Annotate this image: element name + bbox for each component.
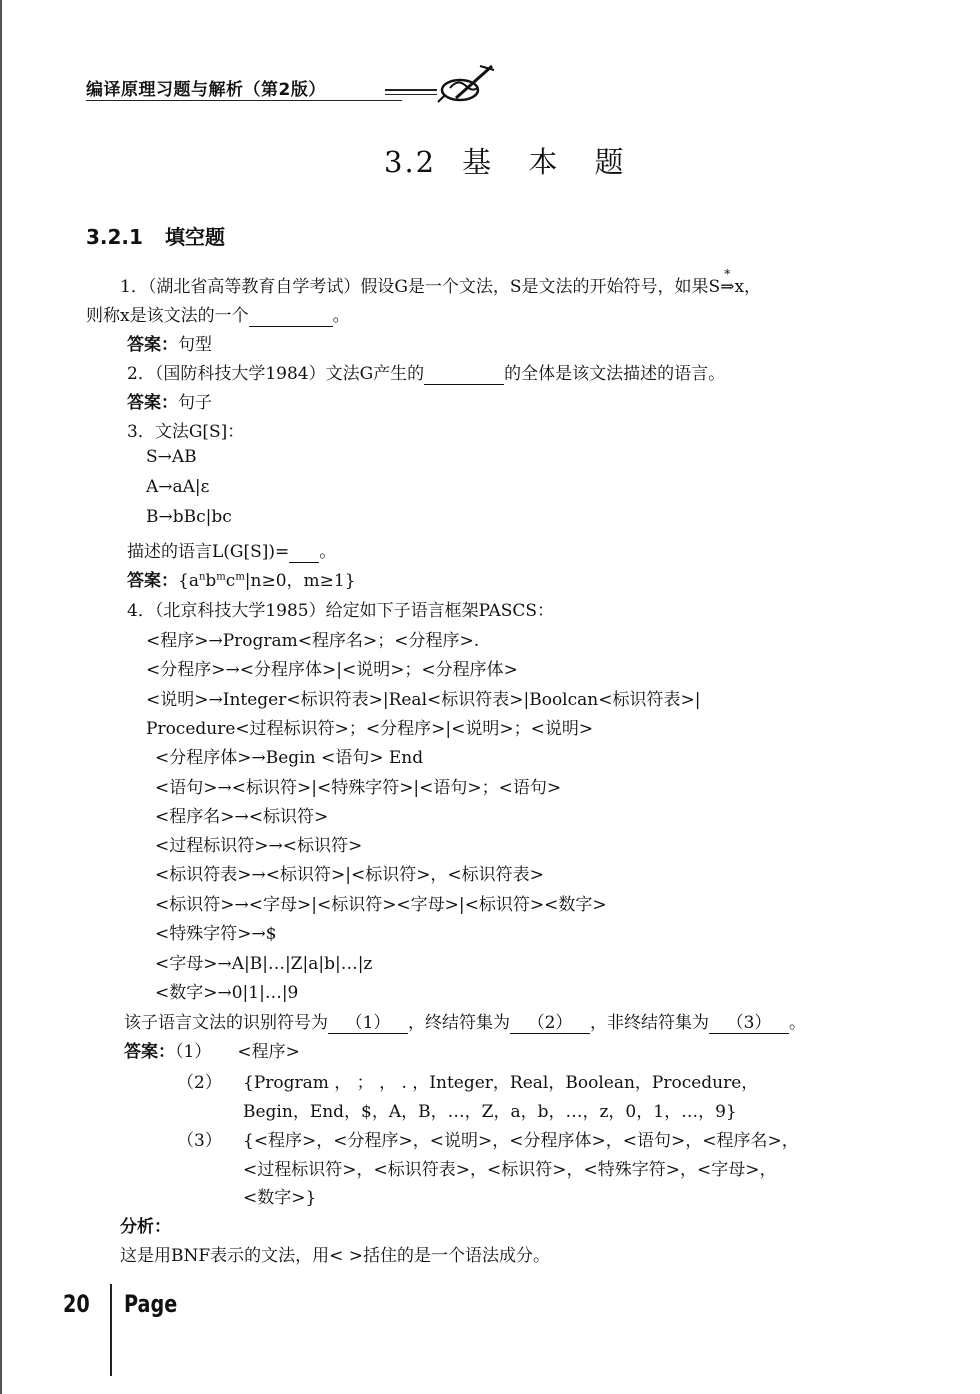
answer-label: 答案： (127, 571, 178, 591)
grammar-rule: <字母>→A|B|…|Z|a|b|…|z (155, 954, 373, 974)
derive-star: * (724, 267, 731, 281)
header-dash-thin (385, 94, 437, 95)
q4-blank-1: （1） (328, 1008, 408, 1034)
page-number: 20 (63, 1290, 90, 1318)
analysis-label: 分析： (120, 1217, 171, 1237)
q2-answer (127, 388, 212, 413)
q1-line2 (86, 301, 350, 327)
q4-blank-2: （2） (510, 1008, 590, 1034)
derive-arrow: ⇒ (720, 277, 735, 297)
ans-part: |n≥0，m≥1} (244, 571, 356, 591)
page-edge (0, 0, 2, 1394)
grammar-rule: S→AB (146, 447, 197, 467)
grammar-rule: <标识符表>→<标识符>|<标识符>，<标识符表> (155, 865, 544, 885)
q4-question-d: 。 (789, 1013, 806, 1033)
q1-text-a: 1．（湖北省高等教育自学考试）假设G是一个文法，S是文法的开始符号，如果S (120, 277, 721, 297)
ans-line: Begin，End，$，A，B，…，Z，a，b，…，z，0，1，…，9} (243, 1102, 737, 1122)
q4-intro: 4．（北京科技大学1985）给定如下子语言框架PASCS： (127, 601, 555, 621)
section-number: 3.2 (384, 145, 437, 179)
q2-text-b: 的全体是该文法描述的语言。 (504, 364, 726, 384)
q4-question (124, 1008, 806, 1034)
pen-writing-icon (436, 60, 496, 106)
derive-symbol (720, 267, 735, 297)
q3-intro: 3．文法G[S]： (127, 422, 245, 442)
q3-desc-b: 。 (319, 542, 337, 562)
ans-part: {a (178, 571, 199, 591)
section-title (384, 140, 638, 181)
q3-desc (127, 537, 336, 563)
subsection-title: 填空题 (164, 225, 225, 249)
grammar-rule: <过程标识符>→<标识符> (155, 836, 363, 856)
grammar-rule: A→aA|ε (146, 477, 210, 497)
q4-question-a: 该子语言文法的识别符号为 (124, 1013, 328, 1033)
section-title-text: 基 本 题 (462, 145, 638, 179)
ans-sup: m (235, 571, 245, 583)
ans-number: （1） (175, 1042, 212, 1062)
ans-line: <过程标识符>，<标识符表>，<标识符>，<特殊字符>，<字母>， (243, 1160, 777, 1180)
q1-text-d: 。 (332, 306, 350, 326)
grammar-rule: Procedure<过程标识符>；<分程序>|<说明>；<说明> (146, 719, 594, 739)
grammar-rule: <说明>→Integer<标识符表>|Real<标识符表>|Boolcan<标识符表>| (146, 690, 701, 710)
grammar-rule: <特殊字符>→$ (155, 924, 277, 944)
q2-text-a: 2．（国防科技大学1984）文法G产生的 (127, 364, 425, 384)
grammar-rule: <数字>→0|1|…|9 (155, 983, 299, 1003)
grammar-rule: <程序>→Program<程序名>；<分程序>. (146, 631, 480, 651)
q1-text-b: x， (734, 277, 762, 297)
q3-answer (127, 566, 356, 591)
ans-line: {Program ， ； ， . ，Integer，Real，Boolean，Procedure， (243, 1073, 759, 1093)
grammar-rule: <分程序体>→Begin <语句> End (155, 748, 424, 768)
q4-question-b: ，终结符集为 (408, 1013, 510, 1033)
q4-question-c: ，非终结符集为 (590, 1013, 709, 1033)
header-dash (385, 89, 437, 91)
subsection-heading (86, 221, 225, 250)
answer-label: 答案： (127, 393, 178, 413)
ans-sup: m (216, 571, 226, 583)
ans-sup: n (198, 571, 206, 583)
ans-line: {<程序>，<分程序>，<说明>，<分程序体>，<语句>，<程序名>， (243, 1131, 799, 1151)
grammar-rule: <标识符>→<字母>|<标识符><字母>|<标识符><数字> (155, 895, 607, 915)
q2-answer-value: 句子 (178, 393, 212, 413)
subsection-number: 3.2.1 (86, 225, 143, 249)
ans-line: <数字>} (243, 1188, 317, 1208)
grammar-rule: <分程序>→<分程序体>|<说明>；<分程序体> (146, 660, 518, 680)
q3-desc-a: 描述的语言L(G[S])= (127, 542, 290, 562)
grammar-rule: <程序名>→<标识符> (155, 807, 329, 827)
page-label: Page (124, 1290, 178, 1318)
ans-part: b (205, 571, 217, 591)
q2-line (127, 359, 725, 385)
running-header: 编译原理习题与解析（第2版） (86, 80, 326, 100)
ans-value: <程序> (237, 1042, 300, 1062)
grammar-rule: B→bBc|bc (146, 507, 232, 527)
ans-part: c (225, 571, 236, 591)
header-rule (86, 100, 402, 101)
q1-blank (249, 306, 333, 327)
q4-answer-1 (124, 1037, 300, 1062)
q1-answer (127, 330, 212, 355)
footer-divider (110, 1284, 112, 1376)
answer-label: 答案： (127, 335, 178, 355)
grammar-rule: <语句>→<标识符>|<特殊字符>|<语句>；<语句> (155, 778, 562, 798)
answer-label: 答案： (124, 1042, 175, 1062)
ans-number: （2） (177, 1073, 222, 1093)
q4-blank-3: （3） (709, 1008, 789, 1034)
q1-answer-value: 句型 (178, 335, 212, 355)
q2-blank (424, 364, 504, 385)
analysis-text: 这是用BNF表示的文法，用< >括住的是一个语法成分。 (120, 1246, 551, 1266)
q3-blank (289, 542, 319, 563)
q1-text-c: 则称x是该文法的一个 (86, 306, 249, 326)
q1-line1 (120, 267, 762, 297)
ans-number: （3） (177, 1131, 222, 1151)
